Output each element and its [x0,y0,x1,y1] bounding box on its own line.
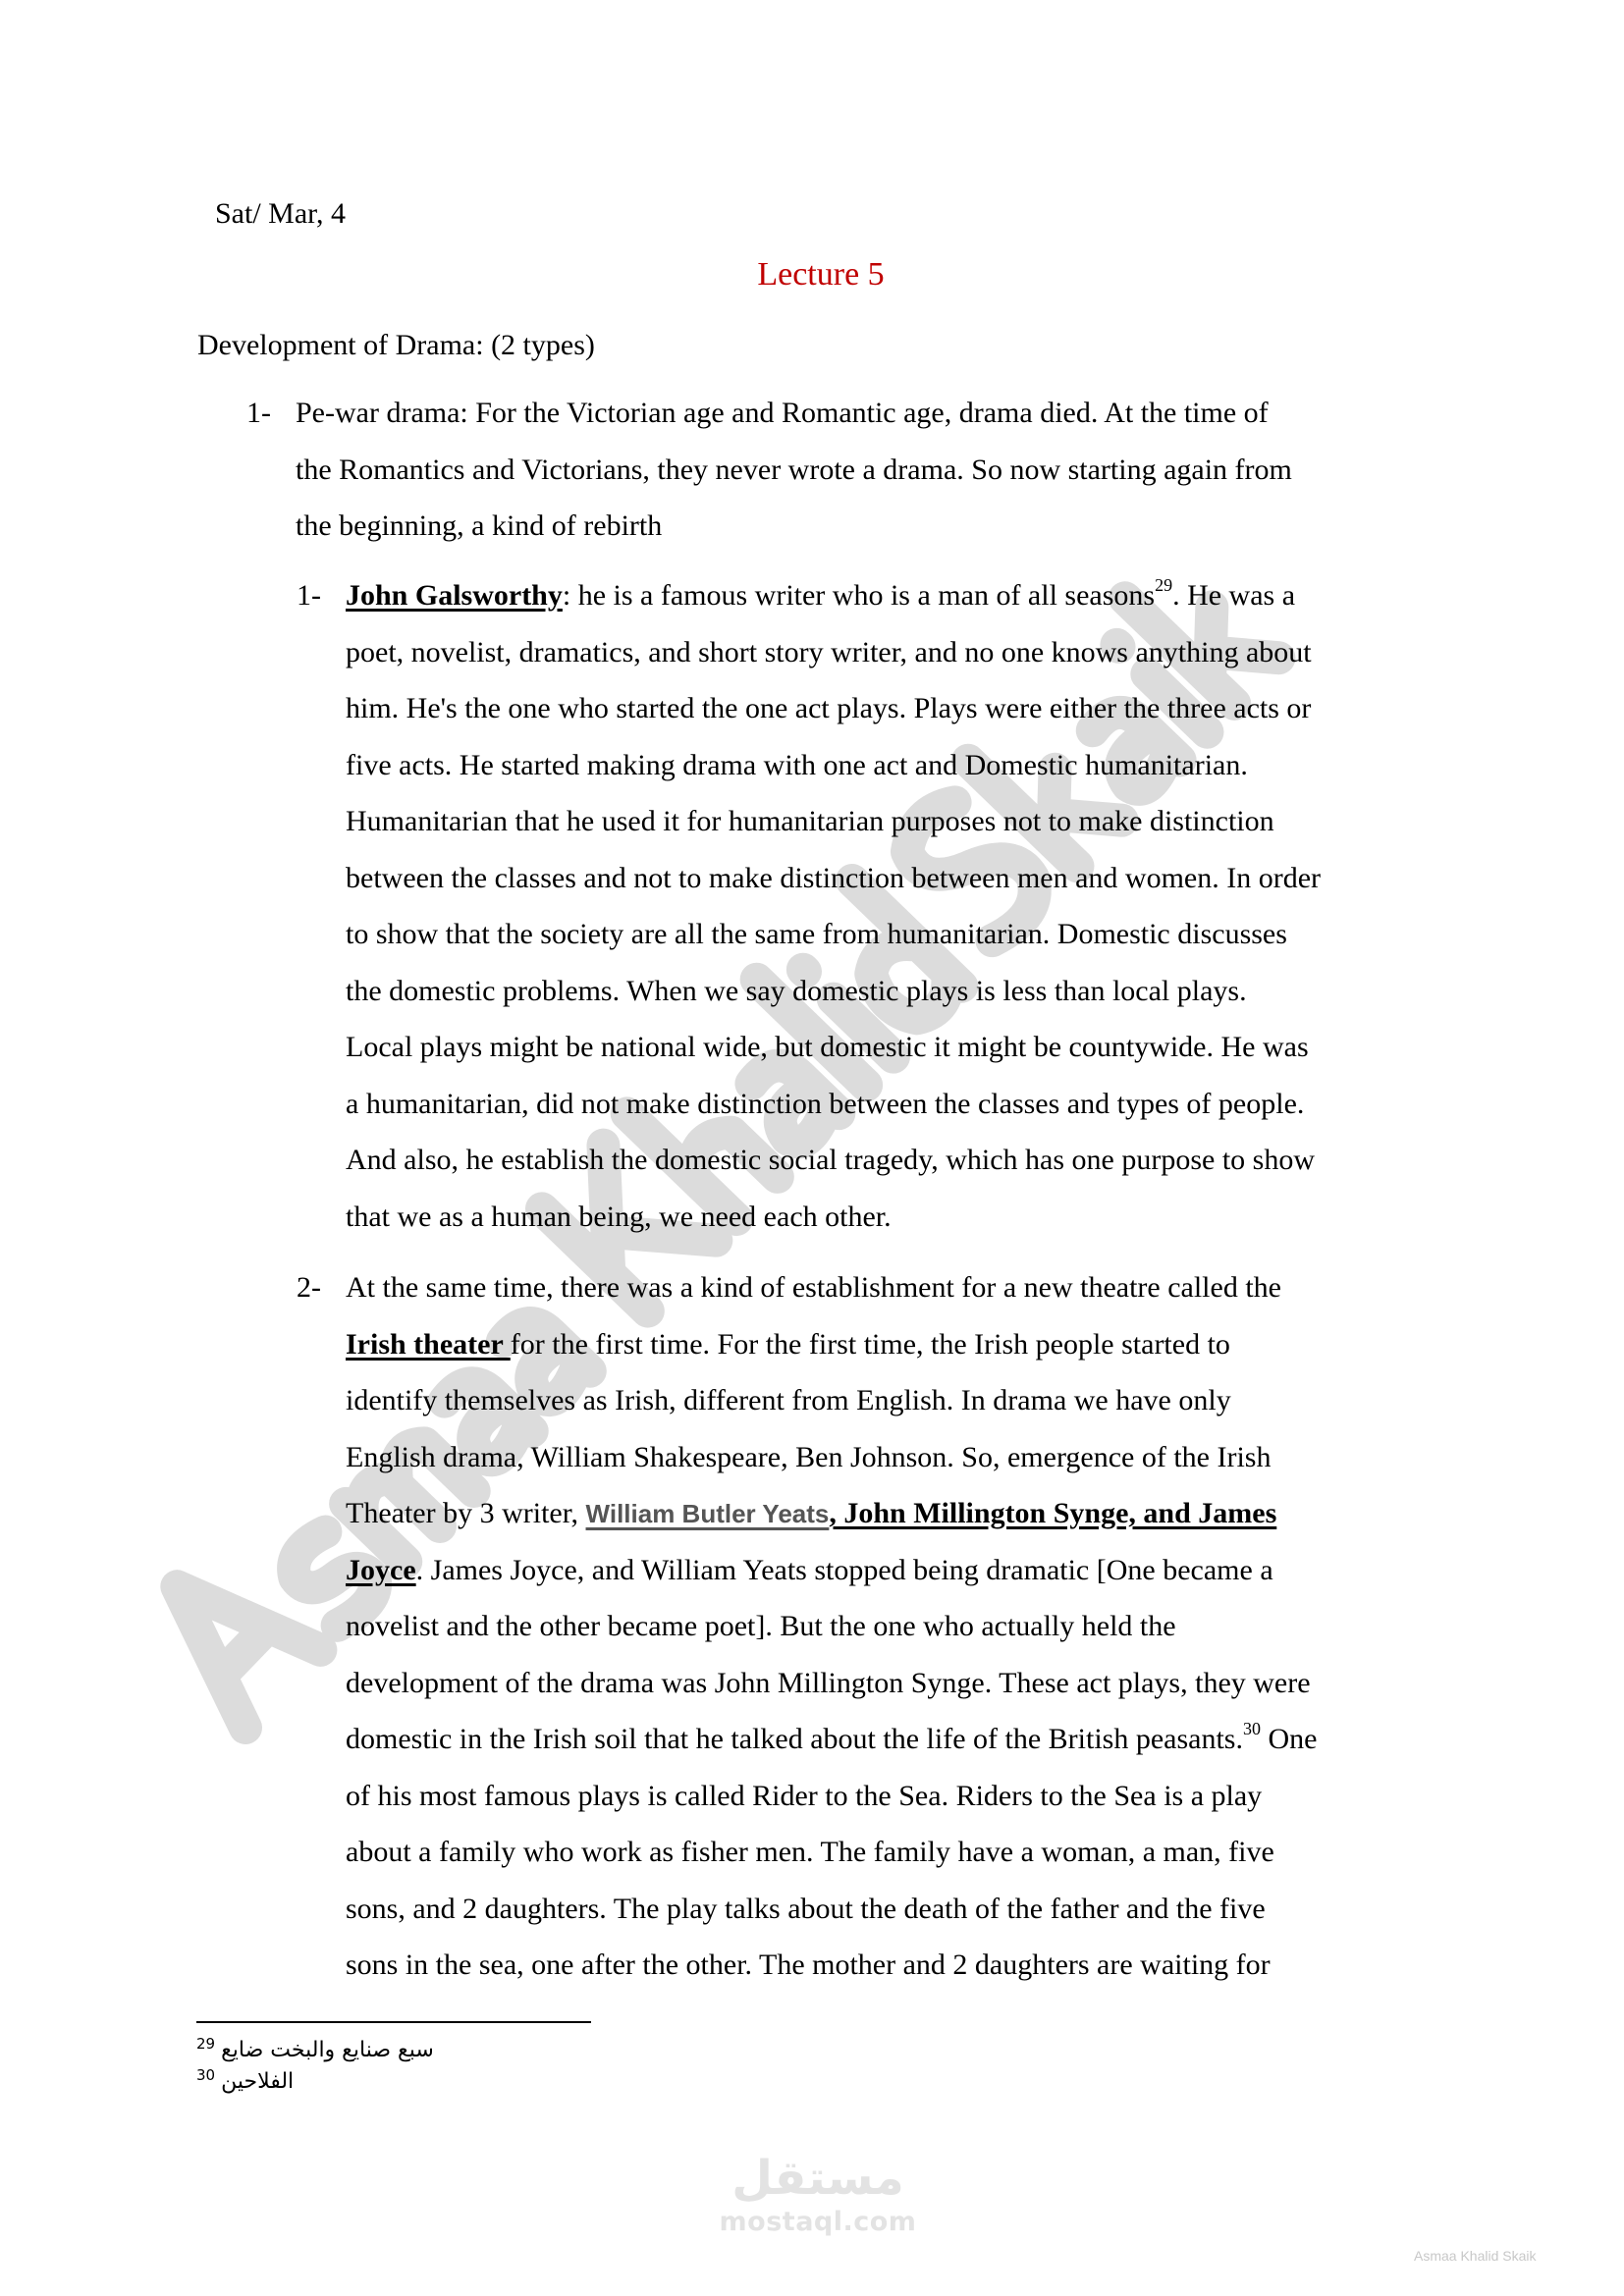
lecture-title: Lecture 5 [757,256,885,293]
text-fragment: to show that the society are all the same from humanitarian. Domestic discusses [346,918,1287,950]
text-line [297,624,1453,681]
footnote-separator [196,2021,591,2023]
text-line [297,1316,1453,1373]
text-line [246,385,1454,442]
text-line [297,1485,1453,1542]
text-line [297,737,1453,794]
text-fragment: the Romantics and Victorians, they never wrote a drama. So now starting again from [296,453,1292,486]
text-fragment: . He was a [1172,579,1296,612]
text-fragment: sons, and 2 daughters. The play talks about the death of the father and the five [346,1892,1266,1925]
text-fragment [346,1485,1276,1543]
text-line [297,1542,1453,1599]
text-line [297,1711,1453,1768]
author-names-synge-joyce: , John Millington Synge, and James [829,1497,1277,1529]
sub-item-irish-theater [297,1259,1453,1994]
list-number: 1- [246,397,271,429]
text-line [297,1019,1453,1076]
text-fragment: Pe-war drama: For the Victorian age and Romantic age, drama died. At the time of [296,397,1269,429]
sub-item-john-galsworthy [297,567,1453,1245]
text-fragment: poet, novelist, dramatics, and short story writer, and no one knows anything about [346,635,1312,668]
text-fragment: about a family who work as fisher men. The family have a woman, a man, five [346,1836,1274,1868]
text-line [297,1132,1453,1189]
text-fragment: And also, he establish the domestic social tragedy, which has one purpose to show [346,1144,1316,1176]
text-fragment: of his most famous plays is called Rider to the Sea. Riders to the Sea is a play [346,1779,1263,1812]
logo-latin: mostaql.com [719,2207,917,2237]
text-fragment: novelist and the other became poet]. But the one who actually held the [346,1610,1176,1642]
footnote-ref-29[interactable]: 29 [1155,575,1173,595]
text-line [297,1259,1453,1316]
text-line [297,906,1453,963]
mostaql-logo [715,2150,921,2238]
footnote-text: الفلاحين [221,2069,295,2094]
text-fragment: sons in the sea, one after the other. The mother and 2 daughters are waiting for [346,1949,1271,1981]
text-line [297,1768,1453,1825]
footnote-29 [196,2030,434,2064]
text-fragment [346,567,1295,624]
text-fragment: that we as a human being, we need each other. [346,1200,892,1233]
text-fragment: One [1260,1723,1318,1755]
term-irish-theater: Irish theater [346,1327,511,1361]
footnote-text: سبع صنايع والبخت ضايع [221,2038,434,2062]
text-fragment: a humanitarian, did not make distinction between the classes and types of people. [346,1087,1305,1120]
text-fragment: Theater by 3 writer, [346,1497,586,1529]
text-line [297,850,1453,907]
text-fragment: identify themselves as Irish, different from English. In drama we have only [346,1384,1231,1416]
text-fragment: for the first time. For the first time, the Irish people started to [510,1327,1230,1361]
text-fragment: development of the drama was John Millington Synge. These act plays, they were [346,1666,1311,1699]
text-fragment: five acts. He started making drama with one act and Domestic humanitarian. [346,748,1248,781]
list-item-pre-war-drama [246,385,1454,555]
text-fragment [346,1542,1273,1599]
text-line [297,793,1453,850]
list-number: 1- [297,579,321,612]
text-line [297,1076,1453,1133]
text-line [297,567,1453,624]
section-heading: Development of Drama: (2 types) [197,329,595,361]
text-fragment: : he is a famous writer who is a man of all seasons [562,579,1156,612]
list-number: 2- [297,1271,321,1304]
text-line [297,1372,1453,1429]
footnote-number: 30 [196,2066,216,2084]
text-line [297,1824,1453,1881]
text-line [297,1655,1453,1712]
text-line [297,1937,1453,1994]
footnote-ref-30[interactable]: 30 [1242,1719,1261,1738]
author-name-galsworthy: John Galsworthy [346,579,563,612]
text-fragment: domestic in the Irish soil that he talked about the life of the British peasants. [346,1723,1243,1755]
watermark-letter [139,1548,320,1728]
text-line [297,1598,1453,1655]
text-line [297,1881,1453,1938]
footnote-30 [196,2061,294,2096]
text-fragment: At the same time, there was a kind of establishment for a new theatre called the [346,1271,1281,1304]
text-fragment: English drama, William Shakespeare, Ben Johnson. So, emergence of the Irish [346,1440,1272,1473]
text-line [297,963,1453,1020]
text-fragment: the domestic problems. When we say domestic plays is less than local plays. [346,974,1247,1007]
footnote-number: 29 [196,2035,216,2053]
text-fragment: Humanitarian that he used it for humanitarian purposes not to make distinction [346,805,1274,837]
text-line [246,498,1454,555]
text-fragment [346,1316,1230,1373]
logo-arabic: مستقل [731,2151,904,2206]
text-fragment: between the classes and not to make distinction between men and women. In order [346,861,1322,894]
lecture-date: Sat/ Mar, 4 [215,197,346,230]
author-name-joyce: Joyce [346,1553,416,1586]
text-line [297,1189,1453,1246]
author-name-yeats: William Butler Yeats [585,1499,830,1528]
text-line [297,1429,1453,1486]
text-fragment: the beginning, a kind of rebirth [296,509,663,542]
text-fragment: him. He's the one who started the one act plays. Plays were either the three acts or [346,692,1312,724]
watermark-caption: Asmaa Khalid Skaik [1414,2248,1537,2264]
text-fragment: Local plays might be national wide, but domestic it might be countywide. He was [346,1031,1309,1063]
text-line [297,680,1453,737]
text-fragment [346,1711,1317,1768]
text-line [246,442,1454,499]
text-fragment: . James Joyce, and William Yeats stopped being dramatic [One became a [415,1553,1273,1586]
